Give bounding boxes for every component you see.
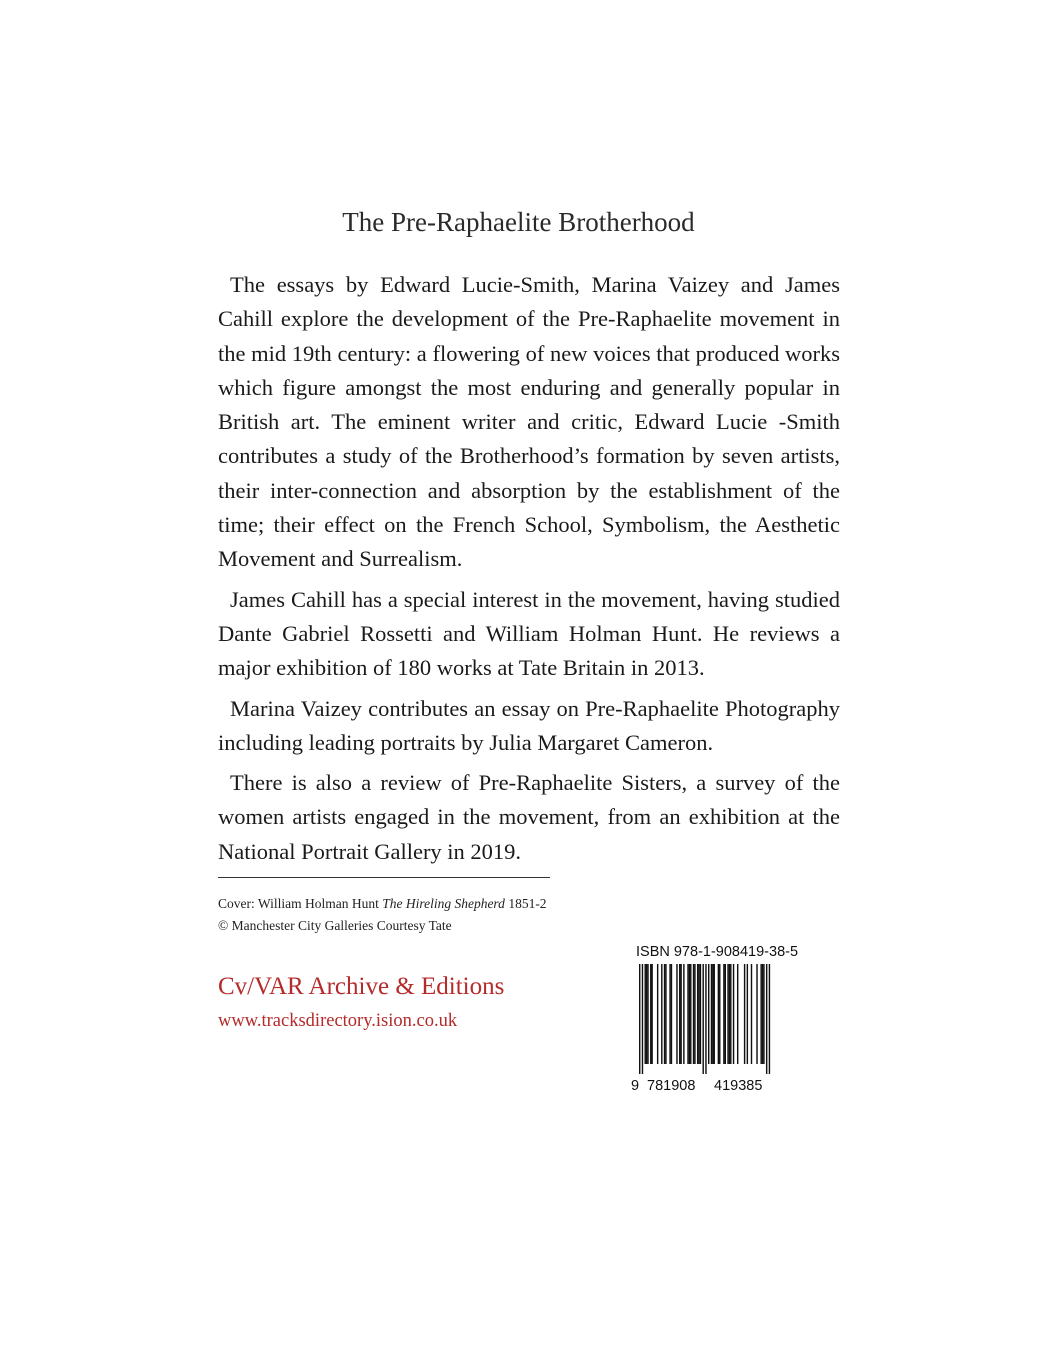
barcode-bar xyxy=(729,964,730,1064)
barcode-bar xyxy=(680,964,681,1064)
publisher-name: Cv/VAR Archive & Editions xyxy=(218,973,505,1000)
barcode-bar xyxy=(687,964,688,1064)
barcode-bar xyxy=(683,964,684,1064)
page-title: The Pre-Raphaelite Brotherhood xyxy=(342,207,695,237)
barcode xyxy=(631,943,799,1094)
barcode-guard-bar xyxy=(766,964,767,1074)
barcode-guard-bar xyxy=(639,964,640,1074)
barcode-bar xyxy=(690,964,691,1064)
paragraph-sisters: There is also a review of Pre-Raphaelite Sisters, a survey of the women artists engaged in the movement, from an exhibition at the National Portrait Gallery in 2019. xyxy=(218,770,840,864)
barcode-bar xyxy=(657,964,658,1064)
barcode-bar xyxy=(756,964,757,1064)
barcode-bar xyxy=(694,964,695,1064)
barcode-bar xyxy=(645,964,646,1064)
barcode-bar xyxy=(679,964,680,1064)
barcode-bar xyxy=(665,964,666,1064)
barcode-guard-bar xyxy=(705,964,706,1074)
barcode-bar xyxy=(698,964,699,1064)
barcode-bar xyxy=(697,964,698,1064)
barcode-guard-bar xyxy=(769,964,770,1074)
barcode-bar xyxy=(733,964,734,1064)
barcode-bar xyxy=(747,964,748,1064)
caption-line-2: © Manchester City Galleries Courtesy Tate xyxy=(218,918,452,933)
barcode-bar xyxy=(727,964,728,1064)
caption-year: 1851-2 xyxy=(504,896,547,911)
caption-artwork-title: The Hireling Shepherd xyxy=(382,896,505,911)
cover-caption xyxy=(218,893,547,937)
barcode-bar xyxy=(760,964,761,1064)
barcode-bar xyxy=(647,964,648,1064)
barcode-bar xyxy=(737,964,738,1064)
barcode-bar xyxy=(718,964,719,1064)
barcode-guard-bar xyxy=(642,964,643,1074)
barcode-bar xyxy=(712,964,713,1064)
barcode-bar xyxy=(751,964,752,1064)
barcode-bar xyxy=(723,964,724,1064)
barcode-bar xyxy=(725,964,726,1064)
barcode-bar xyxy=(708,964,709,1064)
barcode-bar xyxy=(763,964,764,1064)
barcode-bar xyxy=(676,964,677,1064)
barcode-bar xyxy=(730,964,731,1064)
barcode-bar xyxy=(719,964,720,1064)
barcode-bar xyxy=(711,964,712,1064)
barcode-bar xyxy=(714,964,715,1064)
barcode-bar xyxy=(744,964,745,1064)
barcode-guard-bar xyxy=(702,964,703,1074)
barcode-digits-right: 419385 xyxy=(714,1078,763,1094)
caption-line-1 xyxy=(218,893,547,915)
barcode-bar xyxy=(689,964,690,1064)
barcode-bar xyxy=(671,964,672,1064)
barcode-bar xyxy=(762,964,763,1064)
barcode-bar xyxy=(651,964,652,1064)
barcode-digit-first: 9 xyxy=(631,1078,640,1094)
barcode-bar xyxy=(650,964,651,1064)
barcode-bar xyxy=(646,964,647,1064)
barcode-bars xyxy=(631,964,781,1094)
divider xyxy=(218,877,550,878)
blurb xyxy=(218,268,840,869)
publisher-website: www.tracksdirectory.ision.co.uk xyxy=(218,1011,458,1031)
barcode-bar xyxy=(700,964,701,1064)
paragraph-vaizey: Marina Vaizey contributes an essay on Pre-Raphaelite Photography including leading portraits by Julia Margaret Cameron. xyxy=(218,695,840,755)
barcode-digits-left: 781908 xyxy=(647,1078,696,1094)
barcode-bar xyxy=(693,964,694,1064)
paragraph-cahill: James Cahill has a special interest in the movement, having studied Dante Gabriel Rossetti and William Holman Hunt. He reviews a major exhibition of 180 works at Tate Britain in 2013. xyxy=(218,586,840,681)
caption-prefix: Cover: William Holman Hunt xyxy=(218,896,383,911)
barcode-bar xyxy=(661,964,662,1064)
barcode-bar xyxy=(669,964,670,1064)
barcode-bar xyxy=(664,964,665,1064)
barcode-graphic xyxy=(631,964,781,1074)
paragraph-intro: The essays by Edward Lucie-Smith, Marina Vaizey and James Cahill explore the development of the Pre-Raphaelite movement in the mid 19th century: a flowering of new voices that produced works which figure amongst the most enduring and generally popular in British art. The eminent writer and critic, Edward Lucie -Smith contributes a study of the Brotherhood’s formation by seven artists, their inter-connection and absorption by the establishment of the time; their effect on the French School, Symbolism, the Aesthetic Movement and Surrealism. xyxy=(218,272,840,572)
isbn-label: ISBN 978-1-908419-38-5 xyxy=(636,944,799,960)
